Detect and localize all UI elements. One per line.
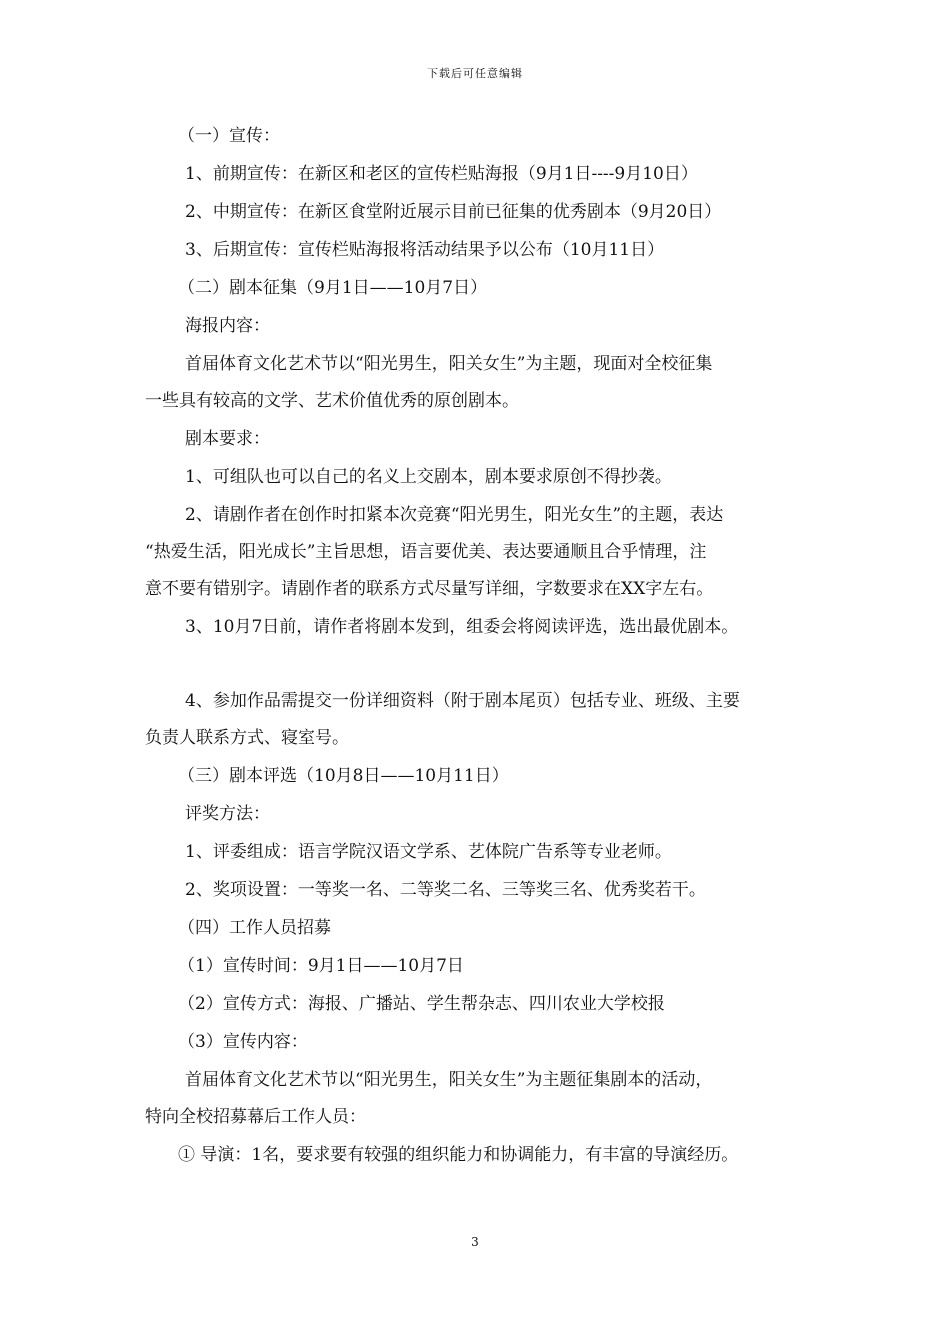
paragraph-line: 1、前期宣传：在新区和老区的宣传栏贴海报（9月1日----9月10日） (185, 164, 698, 184)
paragraph-line: 特向全校招募幕后工作人员： (145, 1107, 366, 1127)
section-heading-publicity: （一）宣传： (178, 126, 280, 146)
paragraph-line: （1）宣传时间：9月1日——10月7日 (178, 956, 464, 976)
document-body (145, 124, 815, 1167)
paragraph-line: 4、参加作品需提交一份详细资料（附于剧本尾页）包括专业、班级、主要 (185, 691, 740, 711)
paragraph-line: 剧本要求： (185, 429, 270, 449)
section-heading-script-collection: （二）剧本征集（9月1日——10月7日） (178, 278, 488, 298)
paragraph-line: 1、评委组成：语言学院汉语文学系、艺体院广告系等专业老师。 (185, 842, 672, 862)
paragraph-line: （3）宣传内容： (178, 1032, 308, 1052)
paragraph-line: 负责人联系方式、寝室号。 (145, 728, 349, 748)
page-header: 下载后可任意编辑 (427, 67, 523, 80)
paragraph-line: 首届体育文化艺术节以“阳光男生，阳关女生”为主题，现面对全校征集 (185, 354, 713, 374)
paragraph-line: 2、中期宣传：在新区食堂附近展示目前已征集的优秀剧本（9月20日） (185, 202, 722, 222)
paragraph-line: 首届体育文化艺术节以“阳光男生，阳关女生”为主题征集剧本的活动， (185, 1070, 713, 1090)
paragraph-line: ① 导演：1名，要求要有较强的组织能力和协调能力，有丰富的导演经历。 (178, 1145, 739, 1165)
paragraph-line: 3、后期宣传：宣传栏贴海报将活动结果予以公布（10月11日） (185, 240, 665, 260)
paragraph-line: （2）宣传方式：海报、广播站、学生帮杂志、四川农业大学校报 (178, 994, 665, 1014)
paragraph-line: 评奖方法： (185, 804, 270, 824)
paragraph-line: “热爱生活，阳光成长”主旨思想，语言要优美、表达要通顺且合乎情理，注 (145, 542, 707, 562)
paragraph-line: 3、10月7日前，请作者将剧本发到，组委会将阅读评选，选出最优剧本。 (185, 617, 739, 637)
paragraph-line: 2、请剧作者在创作时扣紧本次竞赛“阳光男生，阳光女生”的主题，表达 (185, 505, 724, 525)
paragraph-line: 海报内容： (185, 316, 270, 336)
page-number: 3 (471, 1235, 479, 1249)
paragraph-line: 2、奖项设置：一等奖一名、二等奖二名、三等奖三名、优秀奖若干。 (185, 880, 706, 900)
section-heading-script-review: （三）剧本评选（10月8日——10月11日） (178, 766, 509, 786)
paragraph-line: 1、可组队也可以自己的名义上交剧本，剧本要求原创不得抄袭。 (185, 467, 672, 487)
paragraph-line: 意不要有错别字。请剧作者的联系方式尽量写详细，字数要求在XX字左右。 (145, 579, 714, 599)
section-heading-staff-recruitment: （四）工作人员招募 (178, 918, 331, 938)
paragraph-line: 一些具有较高的文学、艺术价值优秀的原创剧本。 (145, 391, 519, 411)
